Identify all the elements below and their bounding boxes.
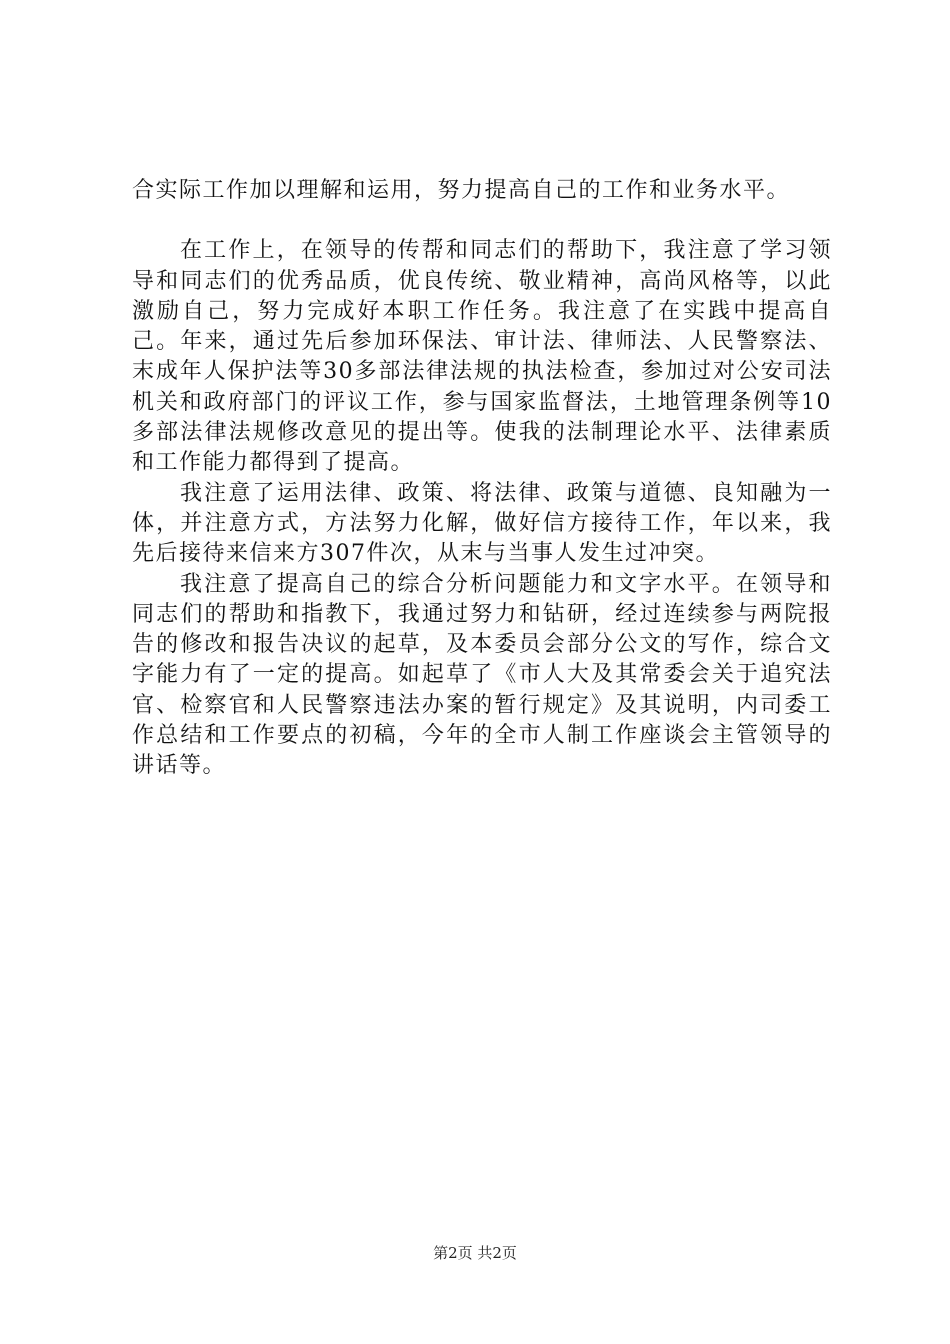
paragraph-writing-ability: 我注意了提高自己的综合分析问题能力和文字水平。在领导和同志们的帮助和指教下，我通过努力和钻研，经过连续参与两院报告的修改和报告决议的起草，及本委员会部分公文的写作，综合文字能力有了一定的提高。如起草了《市人大及其常委会关于追究法官、检察官和人民警察违法办案的暂行规定》及其说明，内司委工作总结和工作要点的初稿，今年的全市人制工作座谈会主管领导的讲话等。 bbox=[132, 571, 832, 779]
document-body bbox=[132, 176, 832, 782]
paragraph-petition-handling: 我注意了运用法律、政策、将法律、政策与道德、良知融为一体，并注意方式，方法努力化解，做好信方接待工作，年以来，我先后接待来信来方307件次，从末与当事人发生过冲突。 bbox=[132, 480, 832, 567]
paragraph-work-learning: 在工作上，在领导的传帮和同志们的帮助下，我注意了学习领导和同志们的优秀品质，优良传统、敬业精神，高尚风格等，以此激励自己，努力完成好本职工作任务。我注意了在实践中提高自己。年来，通过先后参加环保法、审计法、律师法、人民警察法、末成年人保护法等30多部法律法规的执法检查，参加过对公安司法机关和政府部门的评议工作，参与国家监督法，土地管理条例等10多部法律法规修改意见的提出等。使我的法制理论水平、法律素质和工作能力都得到了提高。 bbox=[132, 238, 832, 476]
page-footer: 第2页 共2页 bbox=[433, 1244, 517, 1262]
paragraph-continuation: 合实际工作加以理解和运用，努力提高自己的工作和业务水平。 bbox=[132, 178, 791, 203]
